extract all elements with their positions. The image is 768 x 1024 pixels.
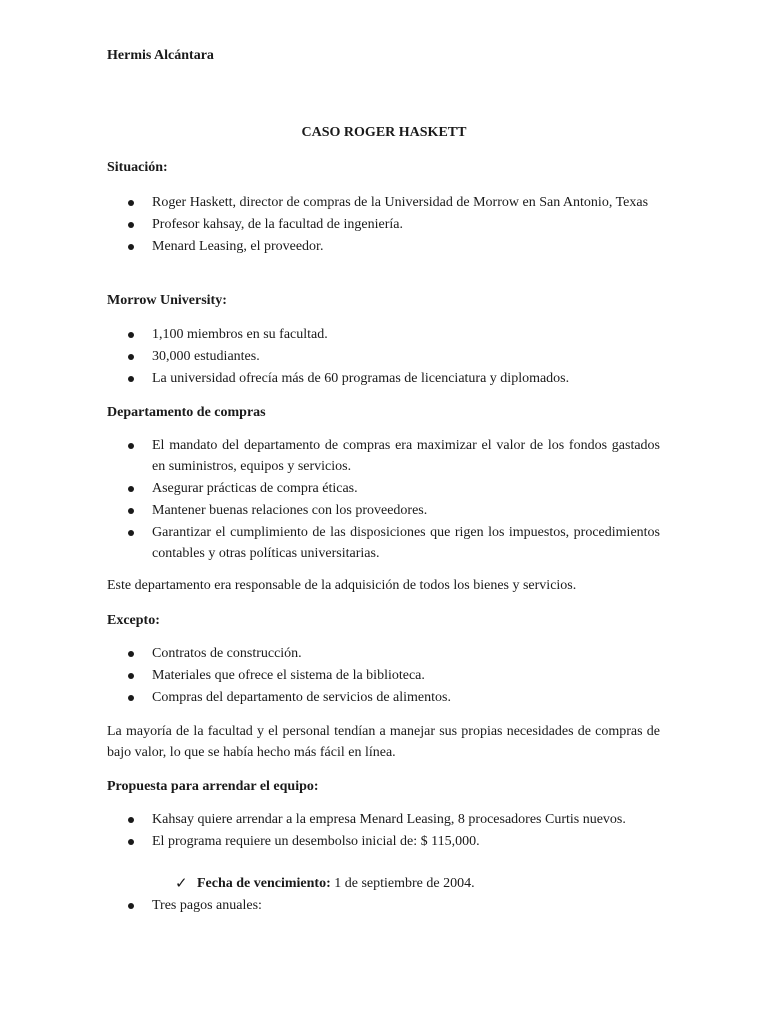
bullet-icon [128, 651, 134, 657]
sub-item-label: Fecha de vencimiento: [197, 876, 331, 891]
bullet-icon [128, 200, 134, 206]
bullet-icon [128, 244, 134, 250]
list-excepto [0, 643, 768, 709]
list-item: Mantener buenas relaciones con los proveedores. [0, 500, 660, 521]
document-title: CASO ROGER HASKETT [301, 125, 467, 140]
list-item: Garantizar el cumplimiento de las disposiciones que rigen los impuestos, procedimientos contables y otras políticas universitarias. [0, 522, 660, 564]
list-item: El programa requiere un desembolso inicial de: $ 115,000. [0, 831, 660, 852]
bullet-icon [128, 695, 134, 701]
list-item: Roger Haskett, director de compras de la Universidad de Morrow en San Antonio, Texas [0, 192, 660, 213]
sub-item-fecha [175, 873, 475, 894]
bullet-icon [128, 903, 134, 909]
list-morrow [0, 324, 768, 390]
bullet-icon [128, 376, 134, 382]
list-item: Profesor kahsay, de la facultad de ingeniería. [0, 214, 660, 235]
list-item: Kahsay quiere arrendar a la empresa Menard Leasing, 8 procesadores Curtis nuevos. [0, 809, 660, 830]
list-propuesta [0, 809, 768, 853]
list-item: Menard Leasing, el proveedor. [0, 236, 660, 257]
list-item: El mandato del departamento de compras era maximizar el valor de los fondos gastados en suministros, equipos y servicios. [0, 435, 660, 477]
list-item: Tres pagos anuales: [0, 895, 660, 916]
list-item: 30,000 estudiantes. [0, 346, 660, 367]
list-situacion [0, 192, 768, 258]
bullet-icon [128, 530, 134, 536]
bullet-icon [128, 222, 134, 228]
bullet-icon [128, 486, 134, 492]
heading-propuesta: Propuesta para arrendar el equipo: [107, 779, 319, 794]
bullet-icon [128, 817, 134, 823]
list-item: Contratos de construcción. [0, 643, 660, 664]
list-item: Asegurar prácticas de compra éticas. [0, 478, 660, 499]
bullet-icon [128, 673, 134, 679]
paragraph-excepto: La mayoría de la facultad y el personal tendían a manejar sus propias necesidades de compras de bajo valor, lo que se había hecho más fácil en línea. [107, 724, 660, 760]
bullet-icon [128, 332, 134, 338]
bullet-icon [128, 354, 134, 360]
list-item: Compras del departamento de servicios de alimentos. [0, 687, 660, 708]
author-name: Hermis Alcántara [107, 48, 214, 63]
heading-excepto: Excepto: [107, 613, 160, 628]
list-item: La universidad ofrecía más de 60 programas de licenciatura y diplomados. [0, 368, 660, 389]
bullet-icon [128, 508, 134, 514]
paragraph-departamento: Este departamento era responsable de la adquisición de todos los bienes y servicios. [107, 578, 577, 593]
heading-situacion: Situación: [107, 160, 168, 175]
bullet-icon [128, 839, 134, 845]
heading-morrow: Morrow University: [107, 293, 227, 308]
list-propuesta-continued [0, 895, 768, 917]
sub-item-value: 1 de septiembre de 2004. [330, 876, 475, 891]
bullet-icon [128, 443, 134, 449]
list-item: 1,100 miembros en su facultad. [0, 324, 660, 345]
list-departamento [0, 435, 768, 565]
list-item: Materiales que ofrece el sistema de la biblioteca. [0, 665, 660, 686]
heading-departamento: Departamento de compras [107, 405, 266, 420]
checkmark-icon: ✓ [175, 874, 188, 892]
